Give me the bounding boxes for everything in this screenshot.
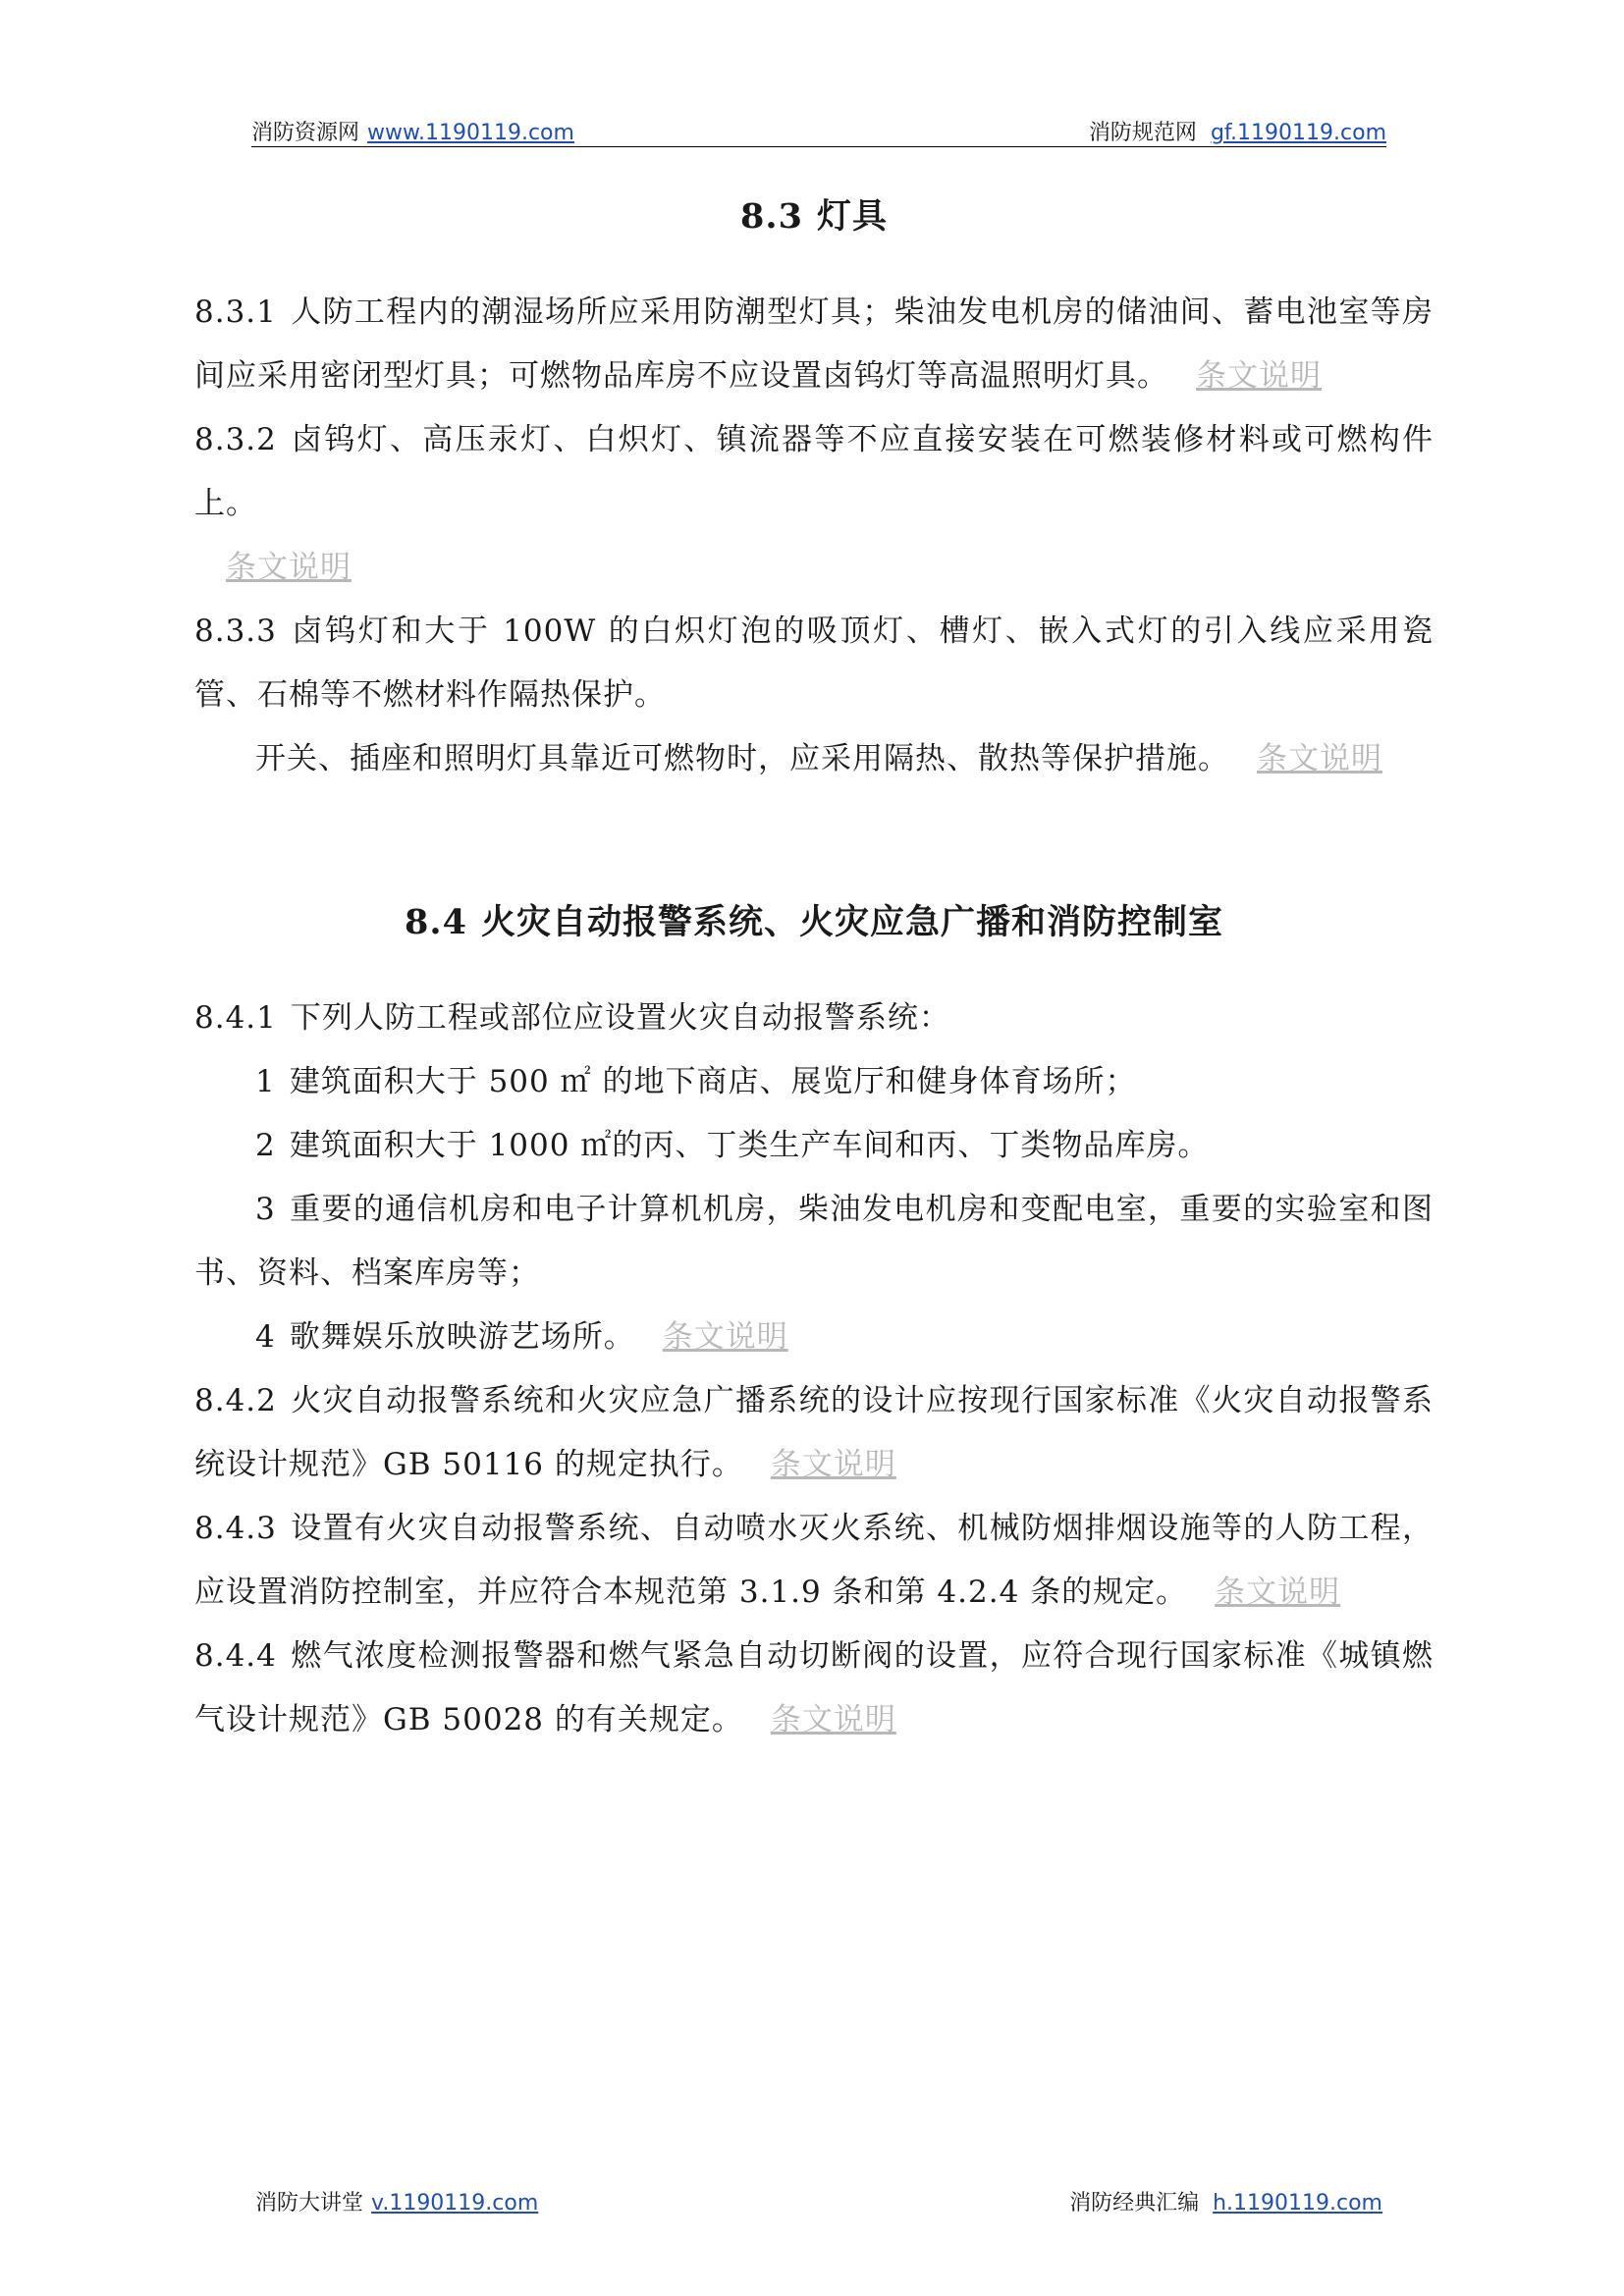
header-right-label: 消防规范网 (1088, 121, 1197, 145)
clause-8-4-2 (194, 1369, 1434, 1497)
clause-text: 燃气浓度检测报警器和燃气紧急自动切断阀的设置，应符合现行国家标准《城镇燃气设计规范》GB 50028 的有关规定。 (194, 1638, 1434, 1737)
item-text: 建筑面积大于 500 ㎡ 的地下商店、展览厅和健身体育场所； (289, 1064, 1137, 1099)
header-divider (251, 146, 1386, 147)
clause-number: 8.4.2 (194, 1383, 277, 1418)
section-title-text: 灯具 (816, 196, 888, 237)
section-number: 8.3 (740, 196, 803, 237)
footer-left (255, 2186, 538, 2216)
clause-text: 设置有火灾自动报警系统、自动喷水灭火系统、机械防烟排烟设施等的人防工程，应设置消防控制室，并应符合本规范第 3.1.9 条和第 4.2.4 条的规定。 (194, 1511, 1434, 1610)
clause-note-link[interactable]: 条文说明 (226, 550, 352, 585)
footer-right-label: 消防经典汇编 (1069, 2191, 1200, 2216)
item-number: 4 (255, 1319, 276, 1355)
clause-8-4-1 (194, 987, 1434, 1050)
clause-note-link[interactable]: 条文说明 (1196, 358, 1322, 394)
list-item-2 (194, 1114, 1434, 1178)
clause-number: 8.3.2 (194, 422, 277, 457)
section-title-8-4 (194, 895, 1434, 944)
footer-left-link[interactable]: v.1190119.com (371, 2191, 539, 2216)
header-left-label: 消防资源网 (251, 121, 360, 145)
clause-number: 8.4.1 (194, 1000, 277, 1036)
clause-8-3-3 (194, 600, 1434, 727)
header-right-link[interactable]: gf.1190119.com (1210, 121, 1386, 145)
clause-8-4-4 (194, 1625, 1434, 1752)
clause-8-4-3 (194, 1497, 1434, 1625)
footer-right (1069, 2186, 1382, 2216)
clause-text: 卤钨灯、高压汞灯、白炽灯、镇流器等不应直接安装在可燃装修材料或可燃构件上。 (194, 422, 1434, 521)
section-title-8-3 (194, 189, 1434, 239)
header-right (1089, 116, 1386, 146)
header-left (251, 116, 574, 146)
clause-number: 8.3.3 (194, 614, 277, 649)
clause-note-link[interactable]: 条文说明 (1257, 741, 1382, 776)
clause-number: 8.4.4 (194, 1638, 277, 1674)
clause-note-link[interactable]: 条文说明 (1215, 1575, 1341, 1610)
clause-8-3-2-note-line (194, 536, 1434, 600)
clause-8-3-2 (194, 408, 1434, 536)
section-title-text: 火灾自动报警系统、火灾应急广播和消防控制室 (480, 902, 1223, 942)
item-text: 建筑面积大于 1000 ㎡的丙、丁类生产车间和丙、丁类物品库房。 (289, 1128, 1210, 1163)
clause-text: 下列人防工程或部位应设置火灾自动报警系统： (290, 1000, 950, 1036)
clause-text: 卤钨灯和大于 100W 的白炽灯泡的吸顶灯、槽灯、嵌入式灯的引入线应采用瓷管、石棉等不燃材料作隔热保护。 (194, 614, 1434, 713)
clause-note-link[interactable]: 条文说明 (770, 1447, 896, 1482)
footer-right-link[interactable]: h.1190119.com (1213, 2191, 1382, 2216)
item-number: 1 (255, 1064, 276, 1099)
clause-text: 人防工程内的潮湿场所应采用防潮型灯具；柴油发电机房的储油间、蓄电池室等房间应采用密闭型灯具；可燃物品库房不应设置卤钨灯等高温照明灯具。 (194, 294, 1434, 394)
header-left-link[interactable]: www.1190119.com (367, 121, 574, 145)
item-text: 歌舞娱乐放映游艺场所。 (289, 1319, 635, 1355)
clause-number: 8.4.3 (194, 1511, 277, 1546)
clause-text: 火灾自动报警系统和火灾应急广播系统的设计应按现行国家标准《火灾自动报警系统设计规范》GB 50116 的规定执行。 (194, 1383, 1434, 1482)
item-number: 2 (255, 1128, 276, 1163)
footer-left-label: 消防大讲堂 (255, 2191, 364, 2216)
list-item-3 (194, 1178, 1434, 1306)
clause-note-link[interactable]: 条文说明 (770, 1702, 896, 1737)
item-text: 重要的通信机房和电子计算机机房，柴油发电机房和变配电室，重要的实验室和图书、资料、档案库房等； (194, 1192, 1434, 1291)
section-number: 8.4 (405, 902, 467, 942)
clause-8-3-3-extra (194, 727, 1434, 791)
clause-extra-text: 开关、插座和照明灯具靠近可燃物时，应采用隔热、散热等保护措施。 (255, 741, 1229, 776)
clause-8-3-1 (194, 281, 1434, 408)
item-number: 3 (255, 1192, 276, 1227)
list-item-1 (194, 1050, 1434, 1114)
clause-number: 8.3.1 (194, 294, 277, 330)
list-item-4 (194, 1306, 1434, 1369)
clause-note-link[interactable]: 条文说明 (662, 1319, 788, 1355)
